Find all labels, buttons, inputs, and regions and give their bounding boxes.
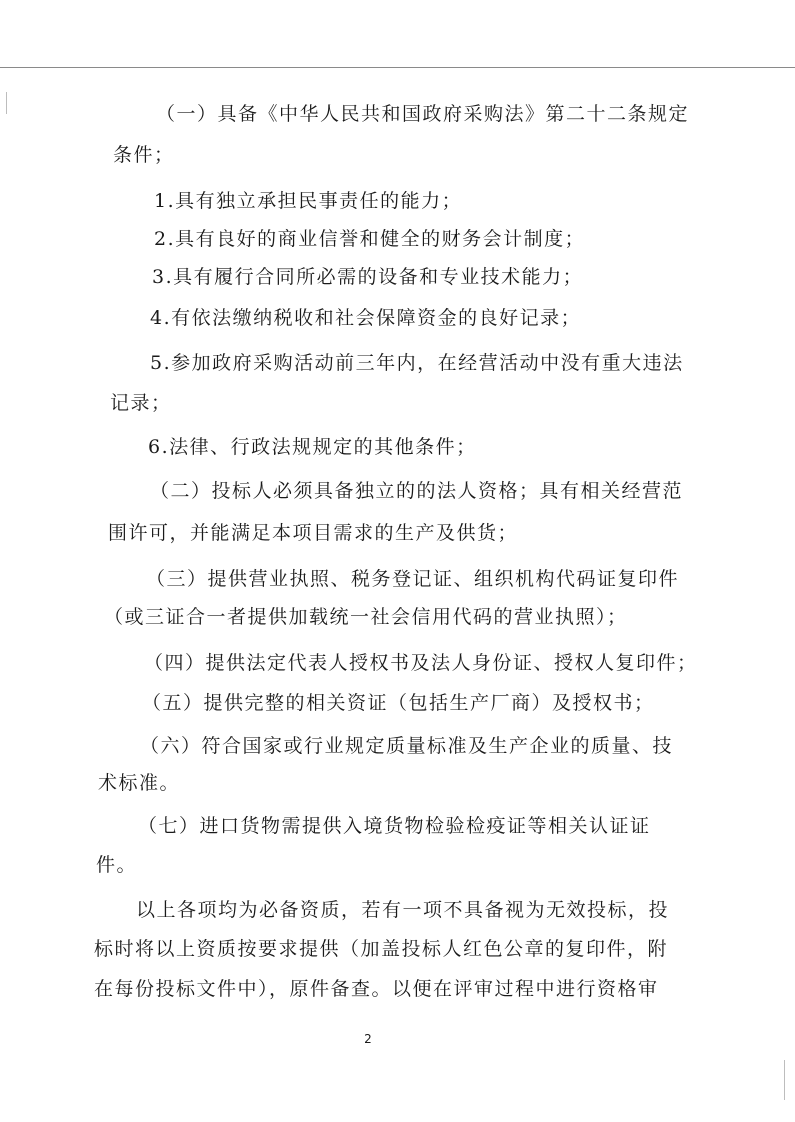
paragraph-line: 6.法律、行政法规规定的其他条件； <box>148 436 477 458</box>
paragraph-line: 5.参加政府采购活动前三年内，在经营活动中没有重大违法 <box>150 352 684 374</box>
paragraph-line: 2.具有良好的商业信誉和健全的财务会计制度； <box>154 228 586 250</box>
paragraph-line: （五）提供完整的相关资证（包括生产厂商）及授权书； <box>142 692 655 714</box>
paragraph-line: 3.具有履行合同所必需的设备和专业技术能力； <box>152 266 584 288</box>
paragraph-line: （七）进口货物需提供入境货物检验检疫证等相关认证证 <box>138 815 651 837</box>
paragraph-line: 术标准。 <box>98 772 181 794</box>
paragraph-line: 在每份投标文件中），原件备查。以便在评审过程中进行资格审 <box>94 978 659 1000</box>
paragraph-line: （四）提供法定代表人授权书及法人身份证、授权人复印件； <box>144 652 698 674</box>
page-number: 2 <box>364 1032 372 1046</box>
paragraph-line: （三）提供营业执照、税务登记证、组织机构代码证复印件 <box>146 568 680 590</box>
paragraph-line: （或三证合一者提供加载统一社会信用代码的营业执照）； <box>104 606 628 628</box>
paragraph-line: （二）投标人必须具备独立的的法人资格；具有相关经营范 <box>150 480 684 502</box>
paragraph-line: 4.有依法缴纳税收和社会保障资金的良好记录； <box>150 307 582 329</box>
paragraph-line: 条件； <box>113 144 175 166</box>
paragraph-line: 件。 <box>96 854 138 876</box>
paragraph-line: 记录； <box>110 392 172 414</box>
paragraph-line: （六）符合国家或行业规定质量标准及生产企业的质量、技 <box>140 735 674 757</box>
paragraph-line: （一）具备《中华人民共和国政府采购法》第二十二条规定 <box>156 103 690 125</box>
paragraph-line: 围许可，并能满足本项目需求的生产及供货； <box>108 522 519 544</box>
paragraph-line: 1.具有独立承担民事责任的能力； <box>154 190 463 212</box>
paragraph-line: 标时将以上资质按要求提供（加盖投标人红色公章的复印件，附 <box>94 938 669 960</box>
paragraph-line: 以上各项均为必备资质，若有一项不具备视为无效投标，投 <box>136 899 670 921</box>
